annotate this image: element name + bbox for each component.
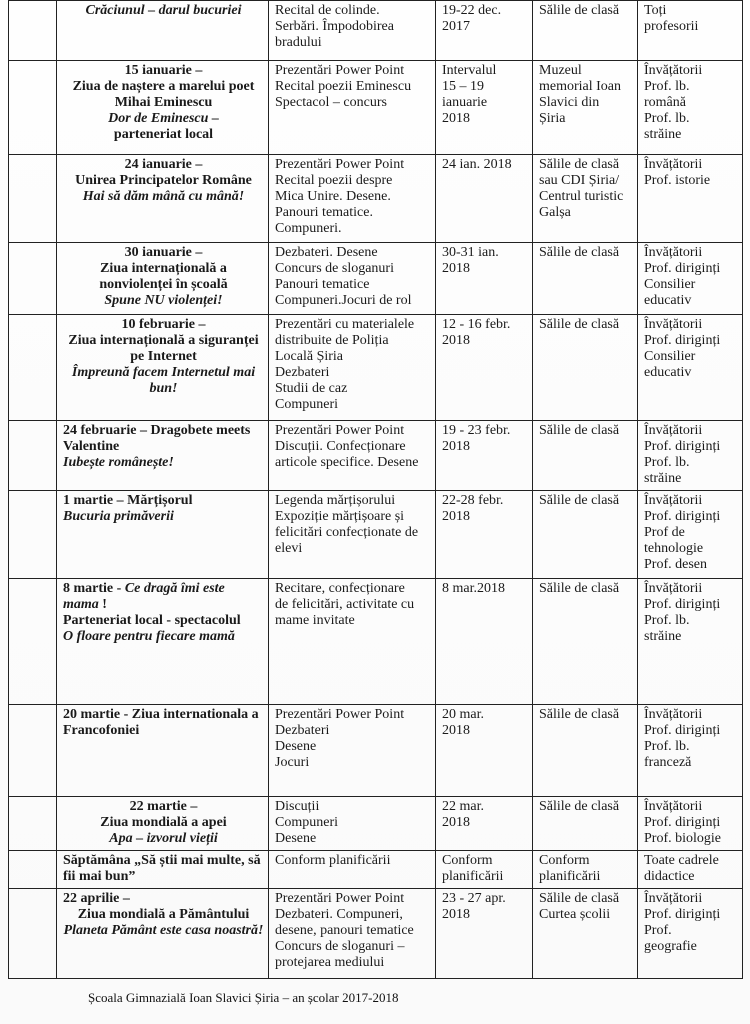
event-date: 24 ianuarie – [124, 157, 203, 172]
period-line: 2018 [442, 509, 470, 524]
responsible-line: didactice [644, 869, 695, 884]
responsible-line: Învățătorii [644, 799, 703, 814]
activity-line: Discuții. Confecționare [275, 439, 406, 454]
activities-cell [269, 1, 436, 61]
event-motto: Planeta Pământ este casa noastră! [63, 923, 264, 938]
event-date: 1 martie – Mărțișorul [63, 493, 193, 508]
row-number-cell [9, 243, 57, 315]
responsible-line: franceză [644, 755, 692, 770]
location-cell [533, 61, 638, 155]
location-cell [533, 421, 638, 491]
responsible-cell [638, 1, 743, 61]
row-number-cell [9, 421, 57, 491]
period-line: 23 - 27 apr. [442, 891, 506, 906]
event-date: 15 ianuarie – [124, 63, 203, 78]
activities-cell [269, 705, 436, 797]
table-row [9, 851, 743, 889]
location-line: Șiria [539, 111, 566, 126]
activity-line: felicitări confecționate de [275, 525, 419, 540]
location-cell [533, 889, 638, 979]
activities-cell [269, 243, 436, 315]
responsible-line: Învățătorii [644, 423, 703, 438]
event-cell [57, 797, 269, 851]
activity-line: Spectacol – concurs [275, 95, 387, 110]
period-line: 2018 [442, 815, 470, 830]
responsible-line: Prof. desen [644, 557, 707, 572]
event-date: 24 februarie – Dragobete meets Valentine [63, 423, 251, 454]
responsible-cell [638, 315, 743, 421]
activity-line: Serbări. Împodobirea [275, 19, 394, 34]
location-cell [533, 797, 638, 851]
responsible-cell [638, 421, 743, 491]
event-motto: O floare pentru fiecare mamă [63, 629, 235, 644]
event-name: Ziua de naștere a marelui poet Mihai Eminescu [72, 79, 255, 110]
period-line: 15 – 19 [442, 79, 484, 94]
event-date: 30 ianuarie – [124, 245, 203, 260]
table-row [9, 491, 743, 579]
location-line: Muzeul [539, 63, 582, 78]
activity-line: Compuneri.Jocuri de rol [275, 293, 412, 308]
activities-cell [269, 797, 436, 851]
responsible-line: Prof. diriginți [644, 509, 721, 524]
responsible-line: Învățătorii [644, 891, 703, 906]
location-line: Curtea școlii [539, 907, 611, 922]
location-cell [533, 315, 638, 421]
responsible-line: profesorii [644, 19, 699, 34]
event-cell [57, 155, 269, 243]
responsible-line: română [644, 95, 686, 110]
activities-cell [269, 61, 436, 155]
event-cell [57, 421, 269, 491]
table-row [9, 705, 743, 797]
responsible-line: Prof. diriginți [644, 261, 721, 276]
table-row [9, 243, 743, 315]
activity-line: de felicitări, activitate cu [275, 597, 415, 612]
activity-line: Recital poezii Eminescu [275, 79, 412, 94]
activity-line: Dezbateri. Desene [275, 245, 378, 260]
location-cell [533, 491, 638, 579]
responsible-cell [638, 491, 743, 579]
responsible-line: Învățătorii [644, 707, 703, 722]
responsible-line: Prof. biologie [644, 831, 721, 846]
table-row [9, 889, 743, 979]
period-line: 30-31 ian. [442, 245, 499, 260]
period-cell [436, 61, 533, 155]
event-date: Săptămâna „Să știi mai multe, să fii mai bun” [63, 853, 261, 884]
event-date: 8 martie - [63, 581, 122, 596]
location-line: Sălile de clasă [539, 317, 620, 332]
responsible-line: Prof. diriginți [644, 597, 721, 612]
activity-line: Prezentări Power Point [275, 157, 405, 172]
activity-line: Recital de colinde. [275, 3, 380, 18]
responsible-line: Prof. lb. [644, 111, 690, 126]
event-cell [57, 705, 269, 797]
event-title-line [63, 581, 264, 613]
activity-line: Compuneri. [275, 221, 342, 236]
event-cell [57, 243, 269, 315]
location-line: Sălile de clasă [539, 581, 620, 596]
activity-line: Concurs de sloganuri – [275, 939, 405, 954]
row-number-cell [9, 705, 57, 797]
activity-line: Recitare, confecționare [275, 581, 405, 596]
event-extra: Parteneriat local - spectacolul [63, 613, 241, 628]
period-line: 22-28 febr. [442, 493, 504, 508]
responsible-line: Prof. lb. [644, 455, 690, 470]
row-number-cell [9, 579, 57, 705]
row-number-cell [9, 315, 57, 421]
location-line: Sălile de clasă [539, 157, 620, 172]
event-cell [57, 491, 269, 579]
period-line: 2017 [442, 19, 470, 34]
location-line: memorial Ioan [539, 79, 622, 94]
period-line: 19 - 23 febr. [442, 423, 511, 438]
event-name: Ziua mondială a Pământului [77, 907, 250, 922]
responsible-line: Toți [644, 3, 667, 18]
event-cell [57, 889, 269, 979]
activities-cell [269, 155, 436, 243]
responsible-cell [638, 851, 743, 889]
event-tail: ! [102, 597, 107, 612]
period-line: 19-22 dec. [442, 3, 502, 18]
location-line: sau CDI Șiria/ [539, 173, 620, 188]
activities-cell [269, 851, 436, 889]
activity-line: Discuții [275, 799, 320, 814]
activity-line: distribuite de Poliția [275, 333, 389, 348]
period-line: 2018 [442, 439, 470, 454]
event-date: 20 martie - Ziua internationala a Francofoniei [63, 707, 259, 738]
period-line: 2018 [442, 723, 470, 738]
location-line: Sălile de clasă [539, 493, 620, 508]
period-cell [436, 155, 533, 243]
period-cell [436, 421, 533, 491]
activity-line: Legenda mărțișorului [275, 493, 396, 508]
activity-line: Dezbateri [275, 723, 330, 738]
event-motto: Împreună facem Internetul mai bun! [71, 365, 256, 396]
event-cell [57, 61, 269, 155]
activity-line: Desene [275, 739, 317, 754]
event-motto: Bucuria primăverii [63, 509, 174, 524]
responsible-line: Consilier [644, 277, 696, 292]
period-line: 2018 [442, 333, 470, 348]
period-line: 22 mar. [442, 799, 484, 814]
event-motto: Apa – izvorul vieții [109, 831, 218, 846]
location-line: Slavici din [539, 95, 600, 110]
activity-line: Studii de caz [275, 381, 348, 396]
table-row [9, 315, 743, 421]
location-line: Sălile de clasă [539, 245, 620, 260]
row-number-cell [9, 1, 57, 61]
activities-cell [269, 889, 436, 979]
row-number-cell [9, 851, 57, 889]
event-motto: Crăciunul – darul bucuriei [85, 3, 242, 18]
event-motto: Iubește românește! [63, 455, 174, 470]
location-line: Conform [539, 853, 590, 868]
responsible-line: geografie [644, 939, 697, 954]
row-number-cell [9, 61, 57, 155]
period-cell [436, 243, 533, 315]
period-cell [436, 491, 533, 579]
row-number-cell [9, 491, 57, 579]
activity-line: Compuneri [275, 397, 338, 412]
location-cell [533, 851, 638, 889]
row-number-cell [9, 155, 57, 243]
location-line: Galșa [539, 205, 571, 220]
event-motto: Ce dragă îmi este mama [63, 581, 225, 612]
period-line: 24 ian. 2018 [442, 157, 512, 172]
responsible-line: Prof. diriginți [644, 439, 721, 454]
location-line: Centrul turistic [539, 189, 624, 204]
location-cell [533, 579, 638, 705]
event-cell [57, 579, 269, 705]
responsible-line: Prof. lb. [644, 613, 690, 628]
activity-line: desene, panouri tematice [275, 923, 414, 938]
activity-line: Prezentări Power Point [275, 707, 405, 722]
period-line: 2018 [442, 261, 470, 276]
location-cell [533, 155, 638, 243]
table-row [9, 579, 743, 705]
period-line: ianuarie [442, 95, 488, 110]
responsible-cell [638, 797, 743, 851]
page-footer: Școala Gimnazială Ioan Slavici Șiria – an școlar 2017-2018 [88, 990, 399, 1005]
period-line: 12 - 16 febr. [442, 317, 511, 332]
responsible-line: Învățătorii [644, 317, 703, 332]
activity-line: Concurs de sloganuri [275, 261, 394, 276]
responsible-cell [638, 705, 743, 797]
activities-cell [269, 421, 436, 491]
activity-line: Prezentări Power Point [275, 891, 405, 906]
activity-line: Conform planificării [275, 853, 391, 868]
responsible-line: educativ [644, 365, 692, 380]
location-line: Sălile de clasă [539, 891, 620, 906]
responsible-line: Învățătorii [644, 493, 703, 508]
activity-line: Expoziție mărțișoare și [275, 509, 405, 524]
responsible-line: Învățătorii [644, 245, 703, 260]
responsible-line: străine [644, 629, 682, 644]
event-name: Ziua internațională a siguranței pe Internet [68, 333, 259, 364]
table-row [9, 1, 743, 61]
responsible-line: Prof. diriginți [644, 333, 721, 348]
event-motto: Hai să dăm mână cu mână! [82, 189, 245, 204]
event-name: Unirea Principatelor Române [75, 173, 252, 188]
responsible-line: Prof. diriginți [644, 815, 721, 830]
responsible-line: Prof de [644, 525, 685, 540]
activity-line: Dezbateri [275, 365, 330, 380]
responsible-line: Învățătorii [644, 581, 703, 596]
event-cell [57, 315, 269, 421]
activity-line: Locală Șiria [275, 349, 344, 364]
activity-line: mame invitate [275, 613, 355, 628]
location-line: planificării [539, 869, 601, 884]
event-name: Ziua mondială a apei [100, 815, 227, 830]
activity-line: protejarea mediului [275, 955, 385, 970]
activity-line: Jocuri [275, 755, 310, 770]
responsible-cell [638, 155, 743, 243]
responsible-line: tehnologie [644, 541, 704, 556]
period-line: Conform [442, 853, 493, 868]
period-line: 2018 [442, 907, 470, 922]
location-cell [533, 705, 638, 797]
event-motto: Dor de Eminescu – [108, 111, 219, 126]
responsible-line: Toate cadrele [644, 853, 719, 868]
responsible-line: Prof. istorie [644, 173, 711, 188]
responsible-line: străine [644, 471, 682, 486]
event-date: 22 aprilie – [63, 891, 130, 906]
period-cell [436, 889, 533, 979]
period-cell [436, 579, 533, 705]
period-cell [436, 1, 533, 61]
activities-cell [269, 315, 436, 421]
activity-line: Prezentări cu materialele [275, 317, 415, 332]
responsible-line: Consilier [644, 349, 696, 364]
period-line: 20 mar. [442, 707, 484, 722]
period-cell [436, 315, 533, 421]
responsible-line: străine [644, 127, 682, 142]
event-name: Ziua internațională a nonviolenței în școală [99, 261, 228, 292]
activity-line: Prezentări Power Point [275, 423, 405, 438]
period-line: 2018 [442, 111, 470, 126]
location-line: Sălile de clasă [539, 707, 620, 722]
period-cell [436, 797, 533, 851]
table-row [9, 421, 743, 491]
responsible-line: Prof. diriginți [644, 907, 721, 922]
activity-line: Recital poezii despre [275, 173, 393, 188]
activity-line: Panouri tematice. [275, 205, 373, 220]
event-extra: parteneriat local [113, 127, 214, 142]
responsible-line: educativ [644, 293, 692, 308]
responsible-line: Învățătorii [644, 157, 703, 172]
location-cell [533, 1, 638, 61]
activity-line: elevi [275, 541, 303, 556]
row-number-cell [9, 797, 57, 851]
responsible-line: Prof. [644, 923, 672, 938]
responsible-line: Prof. diriginți [644, 723, 721, 738]
location-line: Sălile de clasă [539, 799, 620, 814]
period-cell [436, 851, 533, 889]
period-cell [436, 705, 533, 797]
activities-cell [269, 579, 436, 705]
activity-line: Prezentări Power Point [275, 63, 405, 78]
location-cell [533, 243, 638, 315]
activity-line: Desene [275, 831, 317, 846]
responsible-line: Prof. lb. [644, 739, 690, 754]
responsible-line: Învățătorii [644, 63, 703, 78]
activity-line: Compuneri [275, 815, 338, 830]
responsible-cell [638, 579, 743, 705]
period-line: planificării [442, 869, 504, 884]
event-date: 22 martie – [129, 799, 198, 814]
responsible-cell [638, 243, 743, 315]
table-row [9, 155, 743, 243]
responsible-cell [638, 61, 743, 155]
activities-cell [269, 491, 436, 579]
table-row [9, 797, 743, 851]
location-line: Sălile de clasă [539, 3, 620, 18]
responsible-cell [638, 889, 743, 979]
period-line: Intervalul [442, 63, 497, 78]
event-motto: Spune NU violenței! [104, 293, 223, 308]
activity-line: Panouri tematice [275, 277, 370, 292]
row-number-cell [9, 889, 57, 979]
activity-line: bradului [275, 35, 322, 50]
table-row [9, 61, 743, 155]
activities-table [8, 0, 743, 979]
activity-line: Dezbateri. Compuneri, [275, 907, 403, 922]
activity-line: articole specifice. Desene [275, 455, 419, 470]
event-cell [57, 1, 269, 61]
location-line: Sălile de clasă [539, 423, 620, 438]
period-line: 8 mar.2018 [442, 581, 505, 596]
event-cell [57, 851, 269, 889]
activity-line: Mica Unire. Desene. [275, 189, 391, 204]
event-date: 10 februarie – [121, 317, 206, 332]
responsible-line: Prof. lb. [644, 79, 690, 94]
